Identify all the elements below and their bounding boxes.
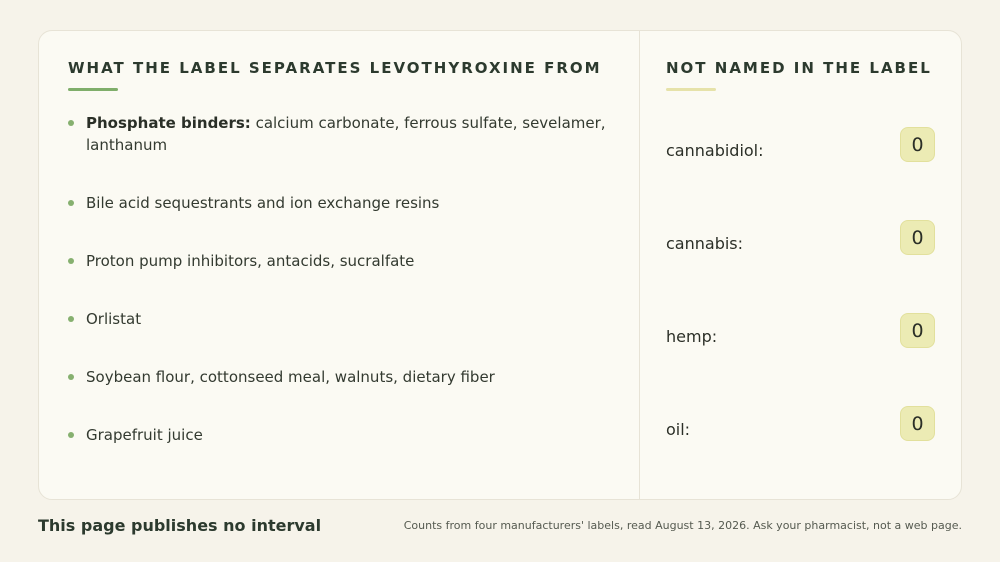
not-named-heading-underline bbox=[666, 88, 716, 91]
count-rows bbox=[666, 117, 935, 489]
separated-heading-underline bbox=[68, 88, 118, 91]
main-card bbox=[38, 30, 962, 500]
separated-list bbox=[68, 112, 610, 446]
count-label: hemp: bbox=[666, 327, 718, 346]
list-item bbox=[68, 192, 610, 214]
list-item bbox=[68, 308, 610, 330]
count-badge: 0 bbox=[900, 127, 935, 162]
list-item-text: calcium carbonate, ferrous sulfate, sevelamer, lanthanum bbox=[86, 114, 606, 154]
list-item-text: Orlistat bbox=[86, 310, 142, 328]
count-row bbox=[666, 117, 935, 210]
list-item-bold: Phosphate binders: bbox=[86, 114, 251, 132]
count-label: oil: bbox=[666, 420, 691, 439]
list-item-text: Bile acid sequestrants and ion exchange resins bbox=[86, 194, 440, 212]
count-badge: 0 bbox=[900, 313, 935, 348]
bullet-dot bbox=[68, 258, 74, 264]
bullet-dot bbox=[68, 200, 74, 206]
footer-title: This page publishes no interval bbox=[38, 516, 322, 535]
bullet-dot bbox=[68, 316, 74, 322]
count-label: cannabidiol: bbox=[666, 141, 764, 160]
count-badge: 0 bbox=[900, 220, 935, 255]
count-row bbox=[666, 210, 935, 303]
bullet-dot bbox=[68, 374, 74, 380]
list-item bbox=[68, 366, 610, 388]
list-item bbox=[68, 424, 610, 446]
count-row bbox=[666, 303, 935, 396]
list-item-text: Soybean flour, cottonseed meal, walnuts, dietary fiber bbox=[86, 368, 495, 386]
list-item-text: Grapefruit juice bbox=[86, 426, 203, 444]
count-label: cannabis: bbox=[666, 234, 744, 253]
list-item bbox=[68, 112, 610, 156]
not-named-panel bbox=[640, 31, 961, 499]
separated-heading: WHAT THE LABEL SEPARATES LEVOTHYROXINE FROM bbox=[68, 59, 602, 77]
not-named-heading: NOT NAMED IN THE LABEL bbox=[666, 59, 932, 77]
list-item-text: Proton pump inhibitors, antacids, sucralfate bbox=[86, 252, 415, 270]
count-badge: 0 bbox=[900, 406, 935, 441]
count-row bbox=[666, 396, 935, 489]
bullet-dot bbox=[68, 432, 74, 438]
footer-note: Counts from four manufacturers' labels, read August 13, 2026. Ask your pharmacist, not a web page. bbox=[403, 519, 962, 532]
bullet-dot bbox=[68, 120, 74, 126]
list-item bbox=[68, 250, 610, 272]
separated-panel bbox=[39, 31, 640, 499]
